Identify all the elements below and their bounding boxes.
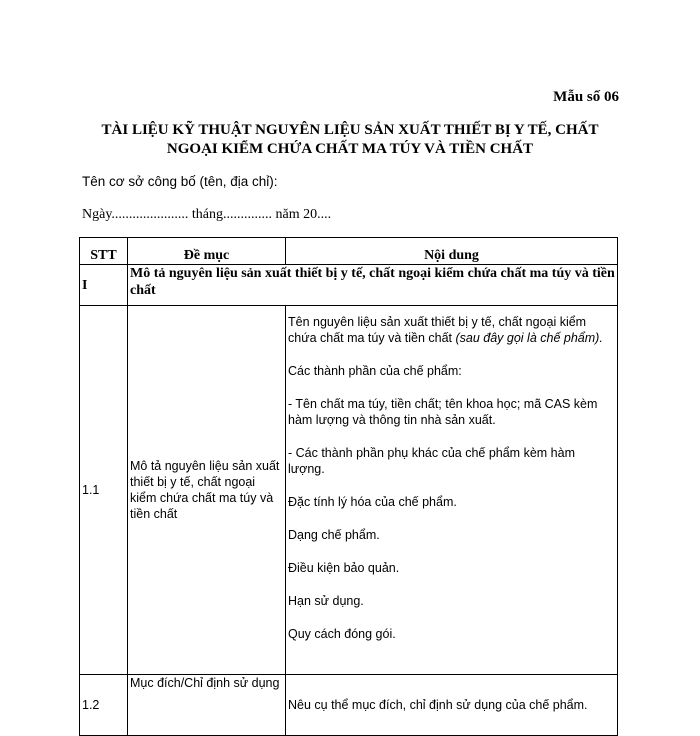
table-row-1-1: [80, 306, 618, 675]
content-paragraph: Hạn sử dụng.: [288, 594, 364, 608]
content-paragraph: [288, 314, 615, 346]
form-number: Mẫu số 06: [553, 89, 619, 105]
table-row-1-2: [80, 675, 618, 736]
title-line-1: TÀI LIỆU KỸ THUẬT NGUYÊN LIỆU SẢN XUẤT THIẾT BỊ Y TẾ, CHẤT: [101, 122, 599, 138]
content-paragraph: - Các thành phần phụ khác của chế phẩm kèm hàm lượng.: [288, 446, 575, 476]
row-1-2-content: Nêu cụ thể mục đích, chỉ định sử dụng của chế phẩm.: [286, 675, 618, 736]
product-name-note: (sau đây gọi là chế phẩm).: [455, 331, 603, 345]
title-line-2: NGOẠI KIỂM CHỨA CHẤT MA TÚY VÀ TIỀN CHẤT: [166, 141, 534, 157]
content-paragraph: Điều kiện bảo quản.: [288, 561, 400, 575]
header-topic: Đề mục: [128, 238, 286, 265]
row-1-1-topic: Mô tả nguyên liệu sản xuất thiết bị y tế, chất ngoại kiểm chứa chất ma túy và tiền chất: [128, 306, 286, 675]
section-row-1: [80, 265, 618, 306]
facility-name-line: Tên cơ sở công bố (tên, địa chỉ):: [82, 174, 278, 189]
table-header-row: [80, 238, 618, 265]
document-title: [80, 121, 620, 159]
content-paragraph: - Tên chất ma túy, tiền chất; tên khoa học; mã CAS kèm hàm lượng và thông tin nhà sản xuất.: [288, 397, 598, 427]
technical-document-table: [79, 237, 618, 736]
header-content: Nội dung: [286, 238, 618, 265]
row-1-1-content: [286, 306, 618, 675]
content-paragraph: Các thành phần của chế phẩm:: [288, 364, 462, 378]
row-1-2-number: 1.2: [80, 675, 128, 736]
section-1-number: I: [80, 265, 128, 306]
content-paragraph: Quy cách đóng gói.: [288, 627, 396, 641]
content-paragraph: Dạng chế phẩm.: [288, 528, 380, 542]
content-paragraph: Đặc tính lý hóa của chế phẩm.: [288, 495, 457, 509]
header-stt: STT: [80, 238, 128, 265]
section-1-title: Mô tả nguyên liệu sản xuất thiết bị y tế, chất ngoại kiểm chứa chất ma túy và tiền chất: [128, 265, 618, 306]
row-1-2-topic: Mục đích/Chỉ định sử dụng: [128, 675, 286, 736]
row-1-1-number: 1.1: [80, 306, 128, 675]
date-line: Ngày...................... tháng.............. năm 20....: [82, 207, 332, 222]
product-name-text: Tên nguyên liệu sản xuất thiết bị y tế, chất ngoại kiểm chứa chất ma túy và tiền chất: [288, 315, 587, 345]
